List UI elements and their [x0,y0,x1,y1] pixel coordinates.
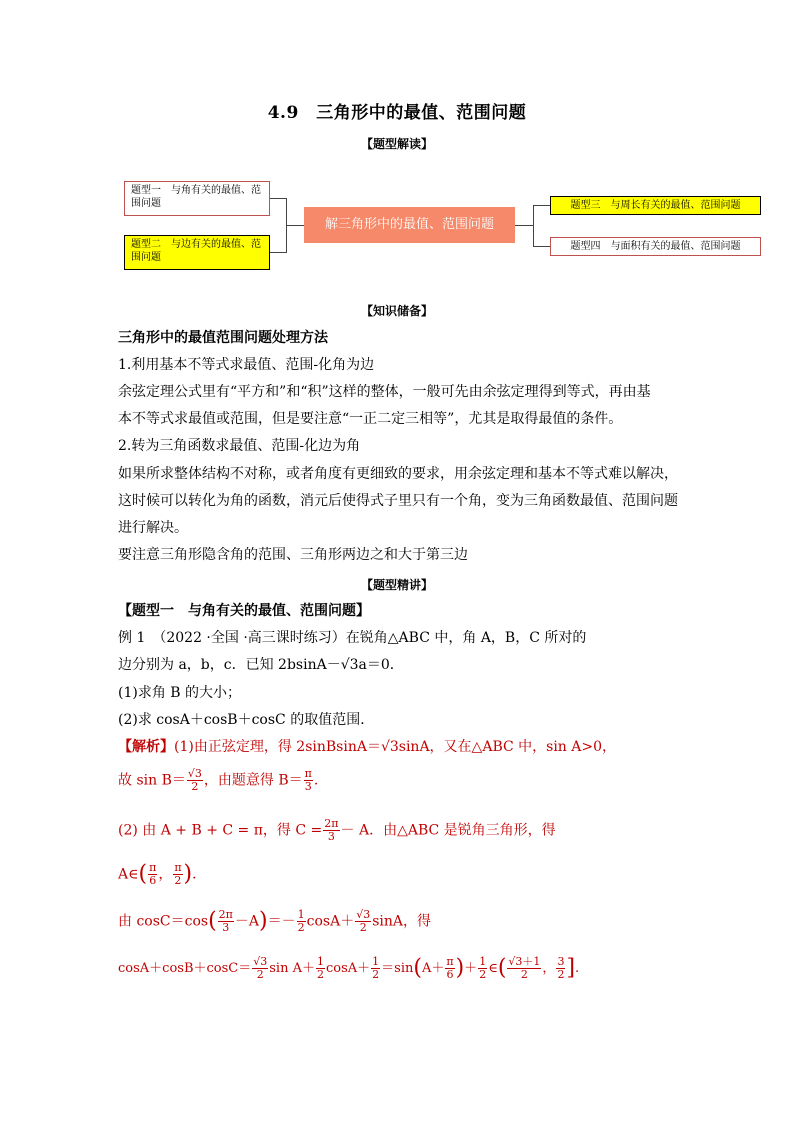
frac-num: π [174,861,182,874]
frac-den: 3 [304,780,312,793]
mindmap-right-1: 题型三 与周长有关的最值、范围问题 [550,196,761,215]
solution-line5: 由 cosC＝cos( $\frac{2\pi}{3}$ －A)＝－ $\frac{1}{2}$ cosA＋ $\frac{√3}{2}$ sinA，得 [118,908,432,934]
frac-num: 1 [372,955,380,968]
section-heading-reading: 【题型解读】 [360,137,433,151]
text: ． [192,866,207,883]
knowledge-p2-line3: 进行解决。 [118,520,188,536]
text: ＋ [464,961,478,976]
solution-line3 [118,818,556,843]
knowledge-p3: 要注意三角形隐含角的范围、三角形两边之和大于第三边 [118,547,468,563]
connector [515,225,533,226]
text: . [575,961,580,976]
solution-step1: (1)由正弦定理，得 2sinBsinA＝√3sinA，又在△ABC 中，sin A>0， [174,739,617,755]
frac-den: 2 [557,968,565,981]
frac-den: 6 [446,968,454,981]
section-heading-lecture: 【题型精讲】 [360,578,433,592]
frac-num: 2π [324,817,339,830]
text: (2) 由 A + B + C = π，得 C = [118,822,323,839]
knowledge-p1-title: 1.利用基本不等式求最值、范围-化角为边 [118,357,375,373]
frac-num: 1 [316,955,324,968]
solution-line6: cosA＋cosB＋cosC＝ $\frac{√3}{2}$ sin A＋ $\frac{1}{2}$ cosA＋ $\frac{1}{2}$ ＝sin(A＋ $\frac{\pi}{6}$ )＋ $\frac{1}{2}$ ∈( $\frac{√3+1}{2}$ ， $\frac{3}{2}$ ]. [118,955,580,981]
text: －A [234,913,260,930]
connector [286,225,304,226]
connector [270,198,286,199]
knowledge-heading: 三角形中的最值范围问题处理方法 [118,330,328,346]
text: cosA＋ [325,961,371,976]
frac-den: 6 [149,874,157,887]
example-line2: 边分别为 a，b，c．已知 2bsinA－√3a＝0． [118,657,404,673]
mindmap-left-1: 题型一 与角有关的最值、范围问题 [124,181,270,216]
text: ， [542,961,556,976]
knowledge-p2-line2: 这时候可以转化为角的函数，消元后使得式子里只有一个角，变为三角函数最值、范围问题 [118,493,678,509]
connector [270,252,286,253]
example-question2: (2)求 cosA＋cosB＋cosC 的取值范围． [118,712,375,728]
text: ∈ [488,961,498,976]
text: A∈ [118,866,139,883]
frac-num: 3 [557,955,565,968]
frac-den: 2 [191,780,199,793]
text: ， [158,866,173,883]
frac-num: √3 [253,955,268,968]
text: 故 sin B＝ [118,772,186,789]
solution-line4: A∈( $\frac{\pi}{6}$ ， $\frac{\pi}{2}$ )． [118,861,207,887]
knowledge-p2-title: 2.转为三角函数求最值、范围-化边为角 [118,438,361,454]
frac-num: π [446,955,454,968]
connector [533,205,534,246]
example-line1: 例 1 （2022 ·全国 ·高三课时练习）在锐角△ABC 中，角 A，B，C 所对的 [118,630,587,646]
connector [533,205,550,206]
text: A＋ [421,961,445,976]
frac-den: 2 [479,968,487,981]
text: 由 cosC＝cos [118,913,209,930]
text: ＝sin [381,961,414,976]
example-question1: (1)求角 B 的大小； [118,685,242,701]
mindmap-right-2: 题型四 与面积有关的最值、范围问题 [550,237,761,256]
page-title: 4.9 三角形中的最值、范围问题 [267,103,527,123]
connector [533,246,550,247]
knowledge-p1-line1: 余弦定理公式里有“平方和”和“积”这样的整体，一般可先由余弦定理得到等式，再由基 [118,384,651,400]
frac-den: 3 [222,921,230,934]
text: ，由题意得 B＝ [203,772,303,789]
knowledge-p2-line1: 如果所求整体结构不对称，或者角度有更细致的要求，用余弦定理和基本不等式难以解决， [118,466,678,482]
text: sin A＋ [269,961,315,976]
text: cosA＋cosB＋cosC＝ [118,961,252,976]
text: cosA＋ [306,913,355,930]
frac-num: √3＋1 [508,955,541,968]
frac-den: 2 [372,968,380,981]
frac-den: 2 [359,921,367,934]
frac-den: 2 [297,921,305,934]
frac-num: √3 [356,908,371,921]
text: － A．由△ABC 是锐角三角形，得 [340,822,556,839]
text: . [313,772,319,789]
frac-den: 2 [256,968,264,981]
frac-num: 2π [218,908,233,921]
frac-num: π [149,861,157,874]
frac-den: 2 [174,874,182,887]
text: sinA，得 [372,913,432,930]
mindmap-center: 解三角形中的最值、范围问题 [304,207,515,243]
solution-line2 [118,768,318,793]
section-heading-knowledge: 【知识储备】 [360,304,433,318]
solution-line1 [118,737,616,757]
frac-den: 2 [316,968,324,981]
frac-num: π [304,767,312,780]
text: ＝－ [267,913,296,930]
frac-den: 3 [327,830,335,843]
frac-num: 1 [479,955,487,968]
frac-num: √3 [187,767,202,780]
solution-label: 【解析】 [118,739,174,755]
knowledge-p1-line2: 本不等式求最值或范围，但是要注意“一正二定三相等”，尤其是取得最值的条件。 [118,411,623,427]
type1-heading: 【题型一 与角有关的最值、范围问题】 [118,603,370,619]
mindmap-left-2: 题型二 与边有关的最值、范围问题 [124,235,270,270]
frac-den: 2 [520,968,528,981]
frac-num: 1 [297,908,305,921]
